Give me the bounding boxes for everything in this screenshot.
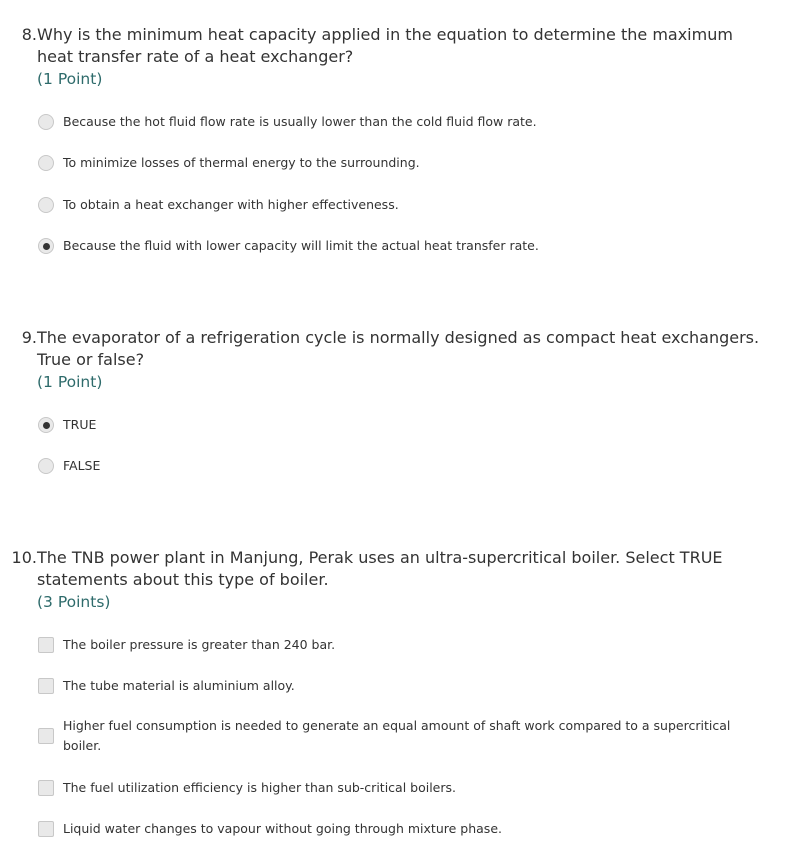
question-8-header [0,24,809,90]
option-label: To obtain a heat exchanger with higher effectiveness. [63,197,399,212]
option-label: FALSE [63,458,101,473]
radio-button[interactable] [38,114,54,130]
radio-button[interactable] [38,197,54,213]
question-points: (1 Point) [37,70,103,88]
question-10-option-5[interactable] [38,819,758,839]
question-8-option-2[interactable] [38,153,758,173]
question-10-header [0,547,809,613]
option-label: The boiler pressure is greater than 240 bar. [63,637,336,652]
checkbox[interactable] [38,780,54,796]
option-label: TRUE [63,417,97,432]
question-10 [0,547,809,613]
question-10-option-2[interactable] [38,676,758,696]
checkbox[interactable] [38,678,54,694]
question-10-option-3[interactable] [38,716,758,756]
question-8 [0,24,809,90]
option-label: Higher fuel consumption is needed to generate an equal amount of shaft work compared to a supercritical boiler. [63,718,731,753]
question-number: 8. [21,25,37,44]
option-label: To minimize losses of thermal energy to the surrounding. [63,155,420,170]
question-9-option-2[interactable] [38,456,758,476]
question-9-option-1[interactable] [38,415,758,435]
question-number: 10. [11,548,37,567]
question-number: 9. [21,328,37,347]
question-8-option-1[interactable] [38,112,758,132]
checkbox[interactable] [38,637,54,653]
option-label: Liquid water changes to vapour without going through mixture phase. [63,821,502,836]
option-label: The tube material is aluminium alloy. [63,678,295,693]
question-9-header [0,327,809,393]
option-label: The fuel utilization efficiency is higher than sub-critical boilers. [63,780,456,795]
checkbox[interactable] [38,728,54,744]
question-10-option-4[interactable] [38,778,758,798]
question-8-option-4[interactable] [38,236,758,256]
question-8-option-3[interactable] [38,195,758,215]
question-text: The evaporator of a refrigeration cycle is normally designed as compact heat exchangers. True or false? [37,328,760,369]
radio-button-selected[interactable] [38,417,54,433]
question-9 [0,327,809,393]
question-points: (3 Points) [37,593,111,611]
question-points: (1 Point) [37,373,103,391]
checkbox[interactable] [38,821,54,837]
radio-button[interactable] [38,155,54,171]
option-label: Because the fluid with lower capacity will limit the actual heat transfer rate. [63,238,539,253]
question-text: Why is the minimum heat capacity applied in the equation to determine the maximum heat transfer rate of a heat exchanger? [37,25,733,66]
radio-button[interactable] [38,458,54,474]
question-10-option-1[interactable] [38,635,758,655]
radio-button-selected[interactable] [38,238,54,254]
question-text: The TNB power plant in Manjung, Perak uses an ultra-supercritical boiler. Select TRUE statements about this type of boiler. [37,548,723,589]
option-label: Because the hot fluid flow rate is usually lower than the cold fluid flow rate. [63,114,537,129]
